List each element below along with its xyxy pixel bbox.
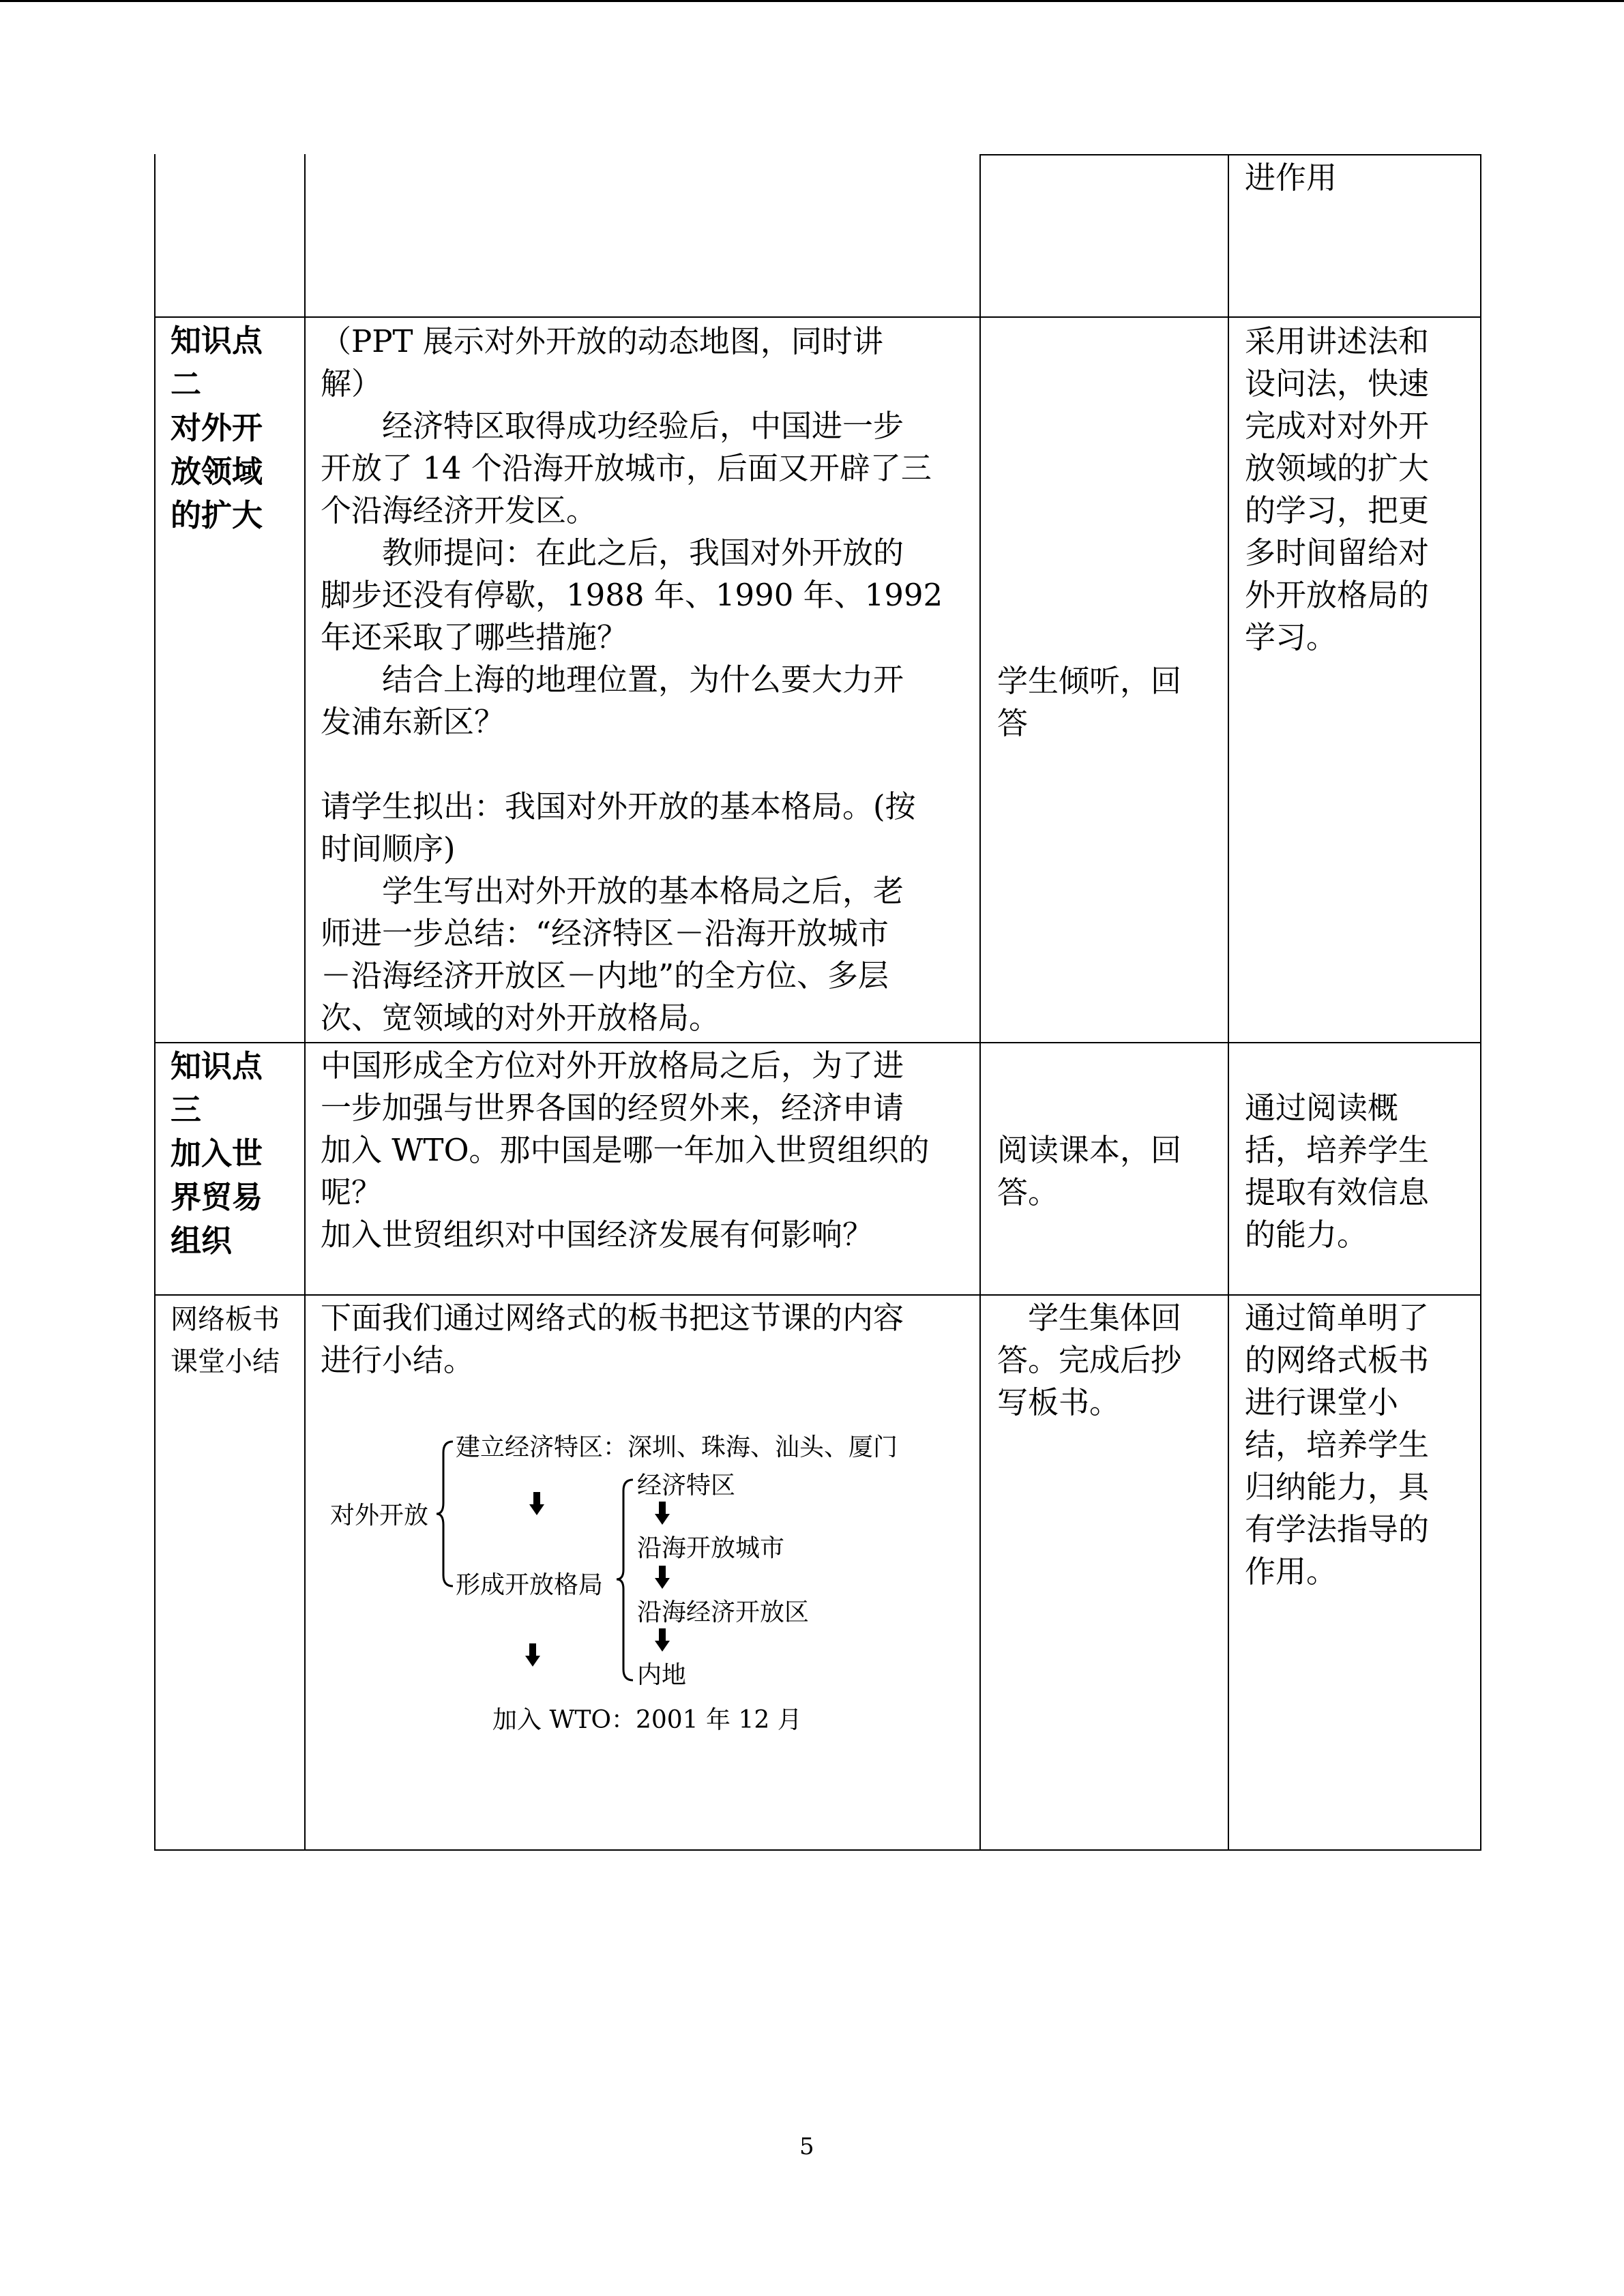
- diagram-branch-pattern: 形成开放格局: [456, 1571, 604, 1599]
- point3-student-activity: 阅读课本，回 答。: [997, 1132, 1182, 1210]
- summary-design-intent: 通过简单明了 的网络式板书 进行课堂小 结，培养学生 归纳能力，具 有学法指导的 作用。: [1245, 1300, 1430, 1590]
- table-line: [979, 154, 981, 1851]
- diagram-stage-1: 经济特区: [637, 1472, 736, 1500]
- table-line: [154, 154, 156, 1851]
- diagram-brace-root: [435, 1439, 456, 1589]
- table-line: [154, 1294, 1481, 1296]
- continuation-rationale: 进作用: [1245, 160, 1338, 196]
- table-line: [1480, 154, 1481, 1851]
- arrow-down-icon: [655, 1628, 670, 1652]
- point2-student-activity: 学生倾听，回 答: [997, 663, 1182, 741]
- summary-title: 网络板书 课堂小结: [171, 1304, 280, 1377]
- diagram-root: 对外开放: [330, 1502, 429, 1530]
- point3-title: 知识点 三 加入世 界贸易 组织: [171, 1048, 263, 1259]
- summary-student-activity: 学生集体回 答。完成后抄 写板书。: [997, 1300, 1182, 1420]
- table-line: [154, 1042, 1481, 1043]
- diagram-branch-special-zones: 建立经济特区：深圳、珠海、汕头、厦门: [456, 1433, 898, 1461]
- diagram-stage-3: 沿海经济开放区: [637, 1598, 810, 1626]
- point3-design-intent: 通过阅读概 括，培养学生 提取有效信息 的能力。: [1245, 1090, 1430, 1253]
- point2-title: 知识点 二 对外开 放领域 的扩大: [171, 323, 263, 533]
- point2-design-intent: 采用讲述法和 设问法，快速 完成对对外开 放领域的扩大 的学习，把更 多时间留给对 外开放格局的 学习。: [1245, 323, 1430, 655]
- arrow-down-icon: [655, 1566, 670, 1589]
- table-line: [154, 1849, 1481, 1851]
- arrow-down-icon: [529, 1492, 544, 1515]
- arrow-down-icon: [525, 1643, 540, 1667]
- page-number: 5: [799, 2133, 814, 2160]
- diagram-stage-4: 内地: [637, 1661, 687, 1689]
- summary-teacher-activity: 下面我们通过网络式的板书把这节课的内容 进行小结。: [321, 1300, 904, 1378]
- arrow-down-icon: [655, 1502, 670, 1525]
- top-border: [0, 0, 1624, 2]
- table-line: [154, 316, 1481, 318]
- diagram-stage-2: 沿海开放城市: [637, 1534, 785, 1562]
- diagram-brace-pattern: [615, 1477, 636, 1683]
- point3-teacher-activity: 中国形成全方位对外开放格局之后，为了进 一步加强与世界各国的经贸外来，经济申请 加入 WTO。那中国是哪一年加入世贸组织的 呢？ 加入世贸组织对中国经济发展有何影响？: [321, 1047, 930, 1253]
- table-line: [979, 154, 1481, 155]
- diagram-wto: 加入 WTO：2001 年 12 月: [492, 1706, 802, 1734]
- table-line: [304, 154, 306, 1851]
- point2-teacher-activity: （PPT 展示对外开放的动态地图，同时讲 解） 经济特区取得成功经验后，中国进一步 开放了 14 个沿海开放城市，后面又开辟了三 个沿海经济开发区。 教师提问：在此之后，我国对外开放的 脚步还没有停歇，1988 年、1990 年、1992 年还采取了哪些措施？ 结合上海的地理位置，为什么要大力开 发浦东新区？ 请学生拟出：我国对外开放的基本格局。(按 时间顺序) 学生写出对外开放的基本格局之后，老 师进一步总结：“经济特区－沿海开放城市 －沿海经济开放区－内地”的全方位、多层 次、宽领域的对外开放格局。: [321, 323, 943, 1036]
- table-line: [1228, 154, 1229, 1851]
